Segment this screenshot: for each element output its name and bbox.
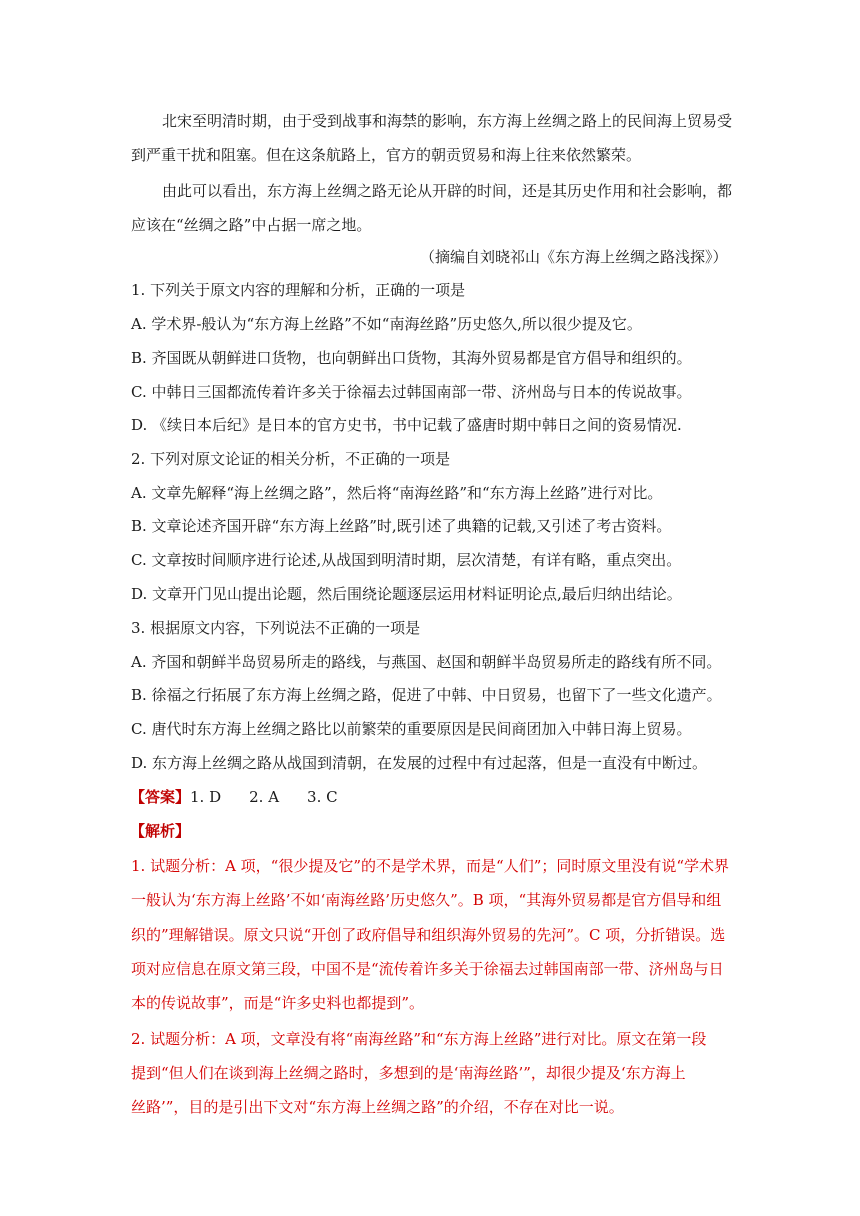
answer-items xyxy=(190,788,366,806)
answer-line xyxy=(130,787,366,807)
question-3-option-d: D. 东方海上丝绸之路从战国到清朝，在发展的过程中有过起落，但是一直没有中断过。 xyxy=(131,754,708,772)
analysis-line: 项对应信息在原文第三段，中国不是“流传着许多关于徐福去过韩国南部一带、济州岛与日 xyxy=(131,960,724,978)
analysis-line: 一般认为‘东方海上丝路’不如‘南海丝路’历史悠久”。B 项，“其海外贸易都是官方倡导和组 xyxy=(131,891,722,909)
question-1-option-d: D. 《续日本后纪》是日本的官方史书，书中记载了盛唐时期中韩日之间的资易情况. xyxy=(131,416,682,434)
question-2-stem: 2. 下列对原文论证的相关分析，不正确的一项是 xyxy=(131,450,451,468)
analysis-line: 丝路’”，目的是引出下文对“东方海上丝绸之路”的介绍，不存在对比一说。 xyxy=(131,1098,624,1116)
passage-line: 应该在“丝绸之路”中占据一席之地。 xyxy=(131,216,372,234)
question-1-stem: 1. 下列关于原文内容的理解和分析，正确的一项是 xyxy=(131,281,466,299)
question-3-option-c: C. 唐代时东方海上丝绸之路比以前繁荣的重要原因是民间商团加入中韩日海上贸易。 xyxy=(131,720,692,738)
question-3-stem: 3. 根据原文内容，下列说法不正确的一项是 xyxy=(131,619,421,637)
question-2-option-a: A. 文章先解释“海上丝绸之路”，然后将“南海丝路”和“东方海上丝路”进行对比。 xyxy=(131,484,663,502)
passage-source: （摘编自刘晓祁山《东方海上丝绸之路浅探》） xyxy=(420,248,728,266)
question-2-option-d: D. 文章开门见山提出论题，然后围绕论题逐层运用材料证明论点,最后归纳出结论。 xyxy=(131,585,682,603)
analysis-heading xyxy=(130,821,190,841)
answer-item: 3. C xyxy=(307,788,338,806)
answer-item: 1. D xyxy=(190,788,222,806)
question-1-option-a: A. 学术界-般认为“东方海上丝路”不如“南海丝路”历史悠久,所以很少提及它。 xyxy=(131,315,642,333)
question-2-option-c: C. 文章按时间顺序进行论述,从战国到明清时期，层次清楚，有详有略，重点突出。 xyxy=(131,551,682,569)
question-3-option-a: A. 齐国和朝鲜半岛贸易所走的路线，与燕国、赵国和朝鲜半岛贸易所走的路线有所不同。 xyxy=(131,653,722,671)
analysis-line: 1. 试题分析：A 项，“很少提及它”的不是学术界，而是“人们”；同时原文里没有说“学术界 xyxy=(131,857,730,875)
answer-label: 【答案】 xyxy=(130,788,191,806)
answer-item: 2. A xyxy=(249,788,280,806)
analysis-line: 本的传说故事”，而是“许多史料也都提到”。 xyxy=(131,994,425,1012)
analysis-line: 提到“但人们在谈到海上丝绸之路时，多想到的是‘南海丝路’”，却很少提及‘东方海上 xyxy=(131,1064,686,1082)
analysis-line: 织的”理解错误。原文只说“开创了政府倡导和组织海外贸易的先河”。C 项，分折错误。选 xyxy=(131,926,726,944)
question-1-option-c: C. 中韩日三国都流传着许多关于徐福去过韩国南部一带、济州岛与日本的传说故事。 xyxy=(131,383,692,401)
question-2-option-b: B. 文章论述齐国开辟“东方海上丝路”时,既引述了典籍的记载,又引述了考古资料。 xyxy=(131,517,672,535)
question-3-option-b: B. 徐福之行拓展了东方海上丝绸之路，促进了中韩、中日贸易，也留下了一些文化遗产。 xyxy=(131,686,722,704)
passage-line: 北宋至明清时期，由于受到战事和海禁的影响，东方海上丝绸之路上的民间海上贸易受 xyxy=(162,112,733,130)
analysis-line: 2. 试题分析：A 项，文章没有将“南海丝路”和“东方海上丝路”进行对比。原文在第一段 xyxy=(131,1030,707,1048)
question-1-option-b: B. 齐国既从朝鲜进口货物，也向朝鲜出口货物，其海外贸易都是官方倡导和组织的。 xyxy=(131,349,692,367)
analysis-label: 【解析】 xyxy=(130,822,191,840)
passage-line: 由此可以看出，东方海上丝绸之路无论从开辟的时间，还是其历史作用和社会影响，都 xyxy=(162,182,733,200)
passage-line: 到严重干扰和阻塞。但在这条航路上，官方的朝贡贸易和海上往来依然繁荣。 xyxy=(131,146,642,164)
